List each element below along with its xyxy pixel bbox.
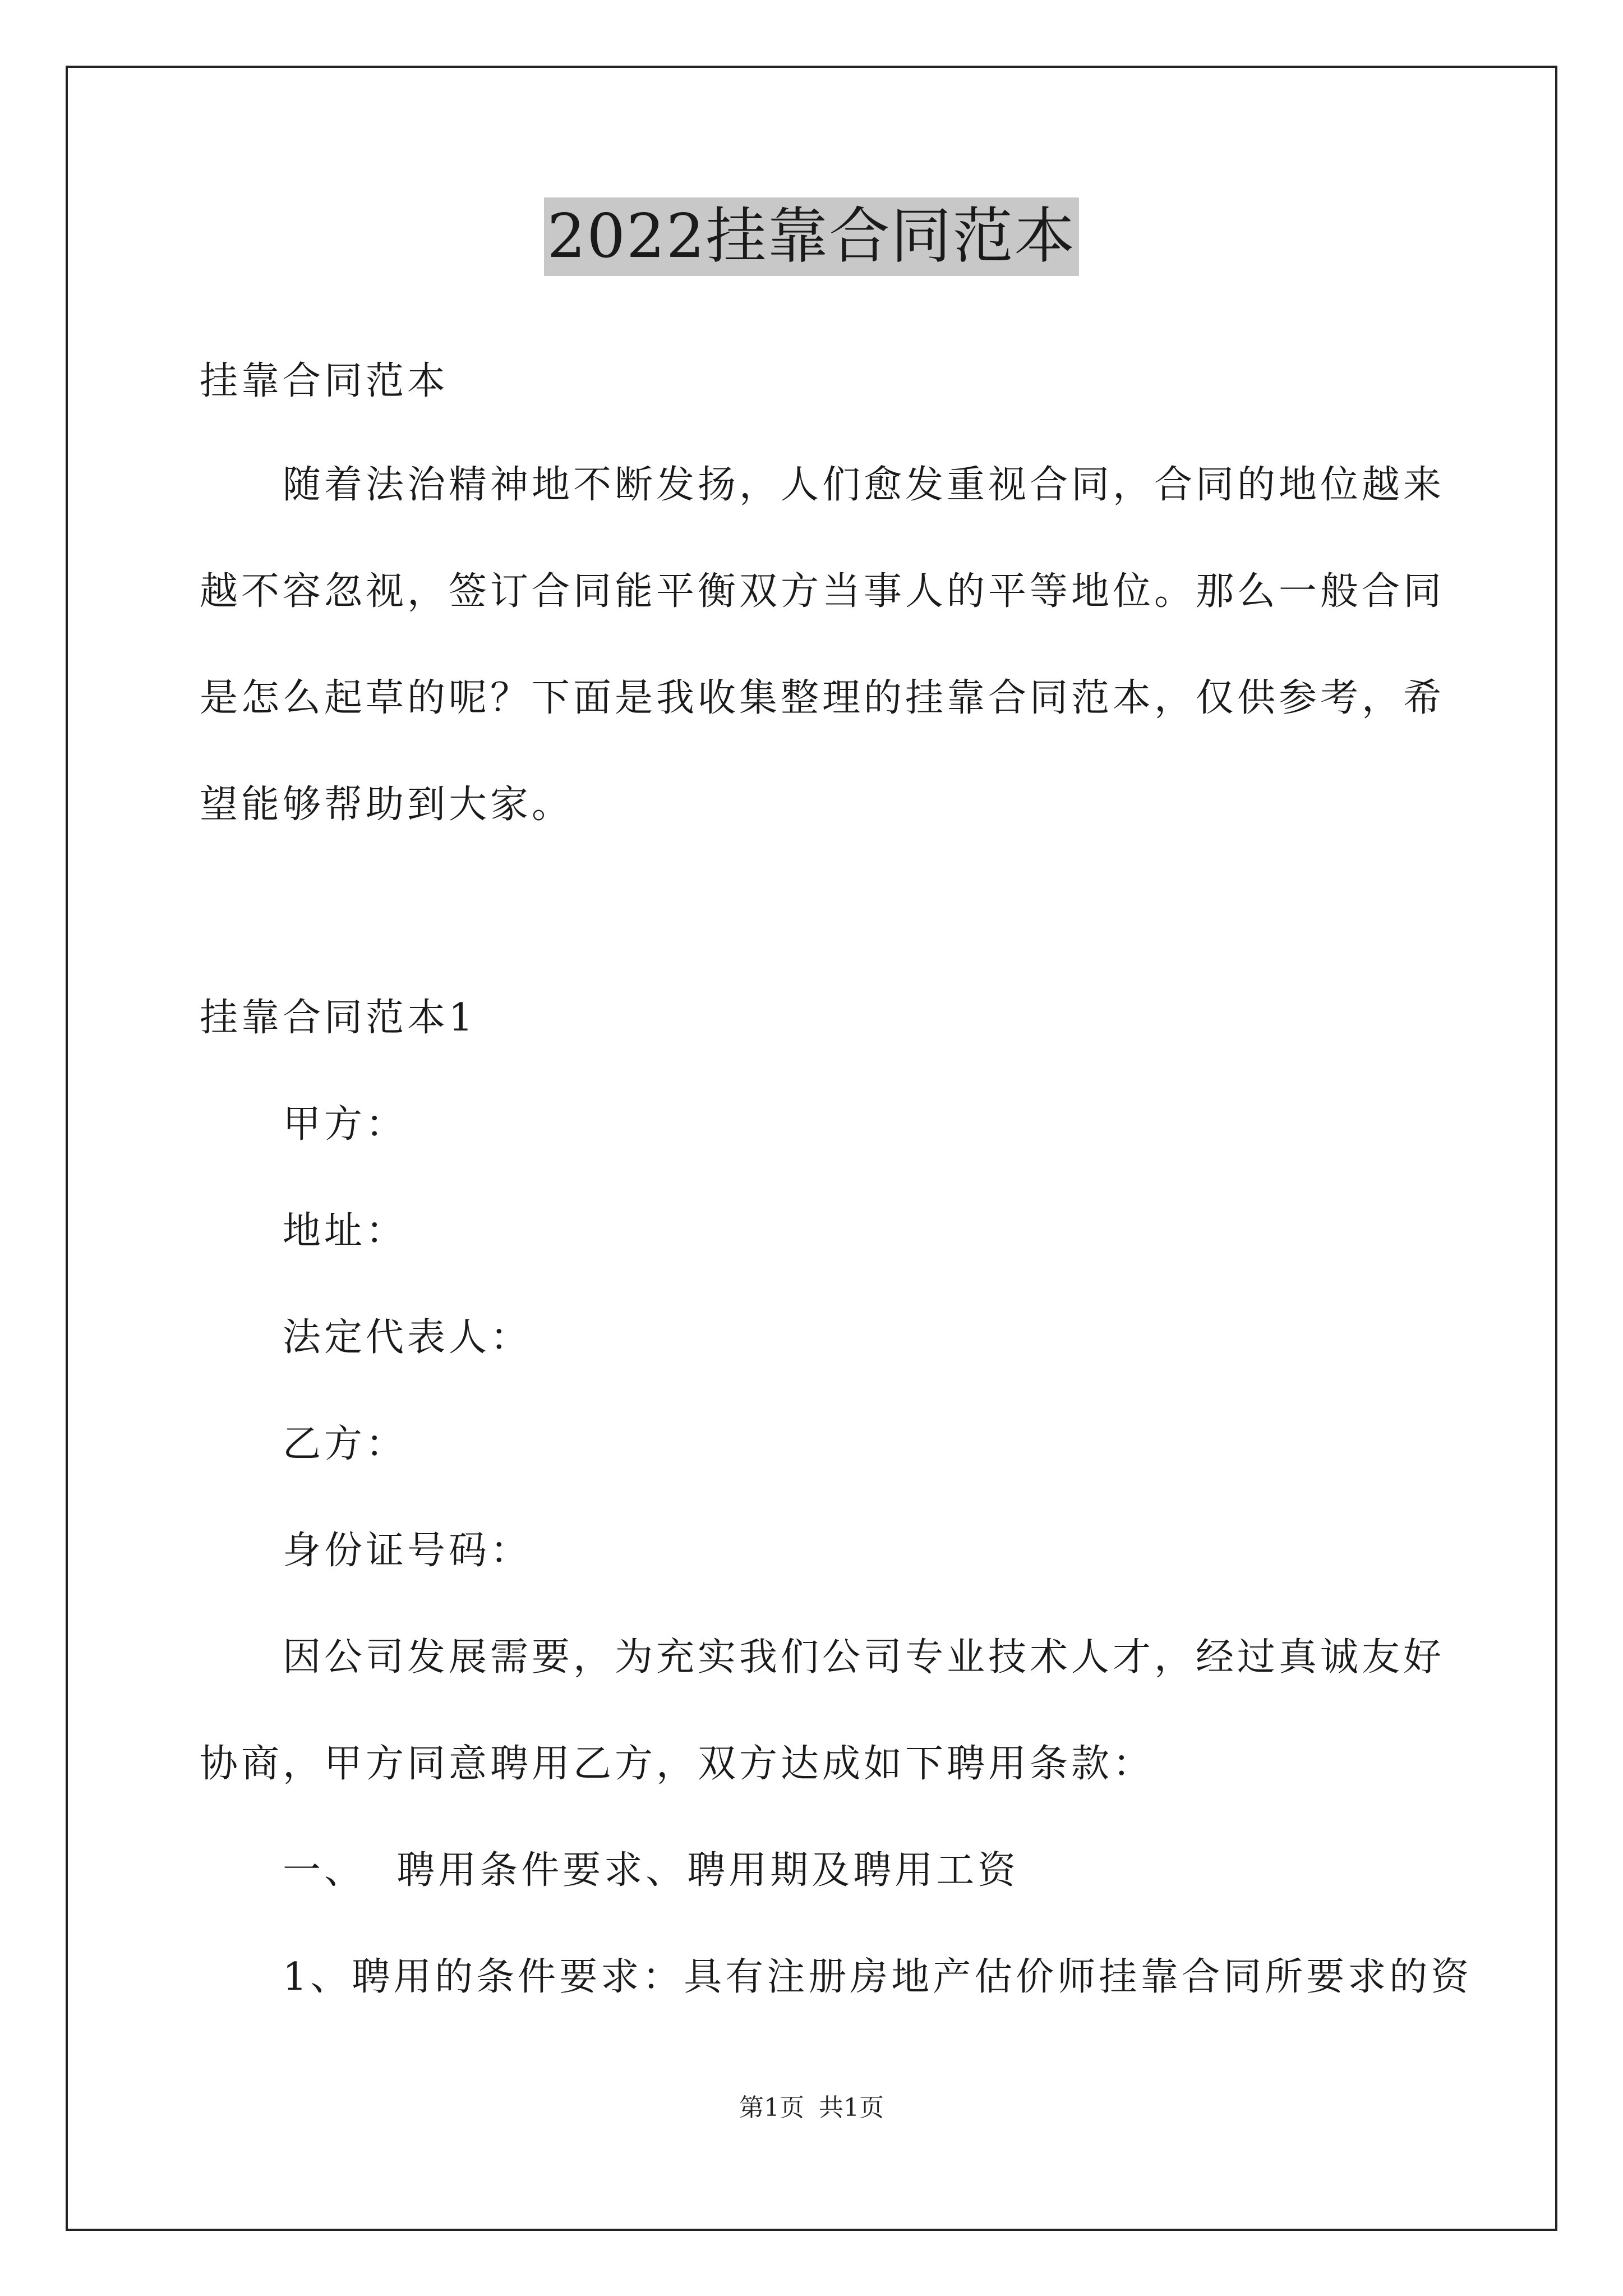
legal-representative-label: 法定代表人： (283, 1315, 532, 1360)
id-number-label: 身份证号码： (283, 1529, 532, 1573)
page-number: 第1页 (739, 2093, 804, 2122)
address-label: 地址： (283, 1209, 408, 1253)
page-total: 共1页 (819, 2093, 884, 2122)
section-heading: 挂靠合同范本1 (200, 996, 477, 1040)
intro-line-2: 越不容忽视，签订合同能平衡双方当事人的平等地位。那么一般合同 (200, 569, 1445, 614)
clause-heading: 一、 聘用条件要求、聘用期及聘用工资 (283, 1848, 1020, 1893)
document-title: 2022挂靠合同范本 (544, 197, 1080, 276)
title-container (0, 197, 1623, 276)
party-a-label: 甲方： (283, 1102, 408, 1147)
party-b-label: 乙方： (283, 1422, 408, 1466)
clause-1-line: 1、聘用的条件要求：具有注册房地产估价师挂靠合同所要求的资 (283, 1955, 1473, 1999)
intro-line-3: 是怎么起草的呢？下面是我收集整理的挂靠合同范本，仅供参考，希 (200, 676, 1445, 720)
body-line-1: 因公司发展需要，为充实我们公司专业技术人才，经过真诚友好 (283, 1635, 1445, 1680)
page-footer (0, 2091, 1623, 2125)
intro-line-1: 随着法治精神地不断发扬，人们愈发重视合同，合同的地位越来 (283, 463, 1445, 507)
intro-line-4: 望能够帮助到大家。 (200, 783, 574, 827)
document-subtitle: 挂靠合同范本 (200, 359, 449, 403)
body-line-2: 协商，甲方同意聘用乙方，双方达成如下聘用条款： (200, 1742, 1155, 1786)
